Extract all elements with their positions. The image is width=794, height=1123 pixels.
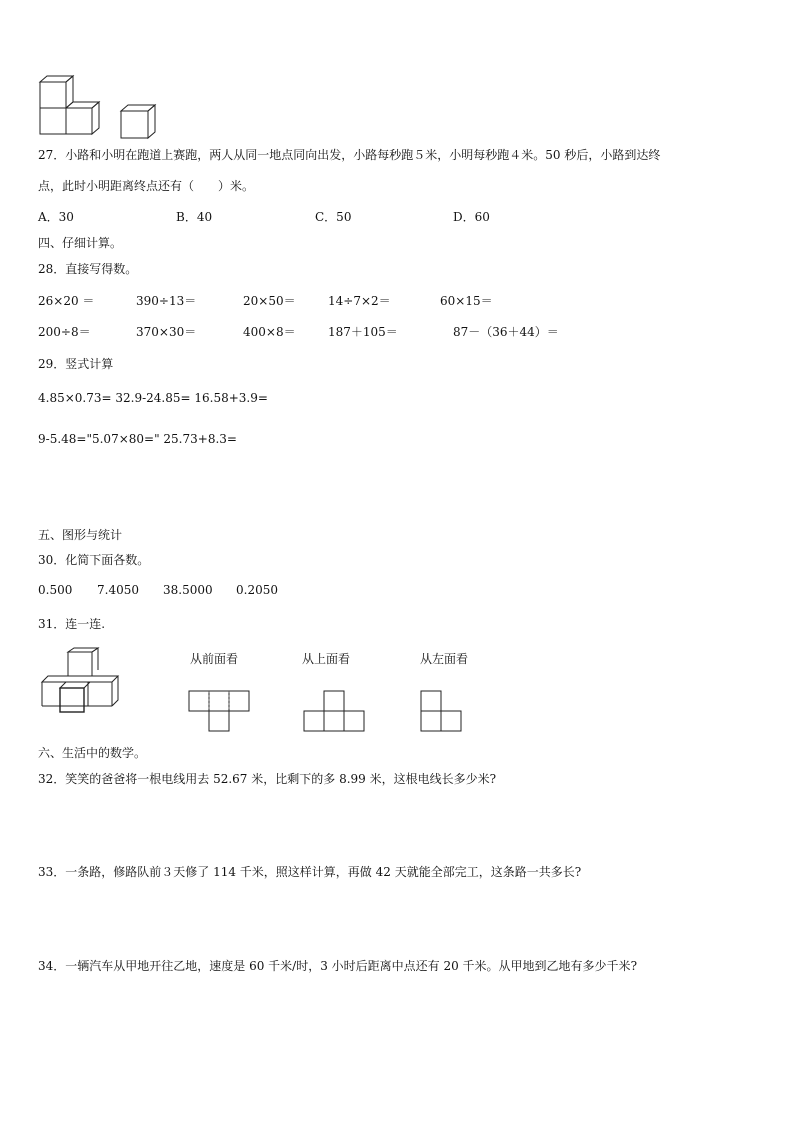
q28-r2-c2: 370×30＝ xyxy=(136,325,197,339)
q31-view-top-label: 从上面看 xyxy=(302,652,351,666)
q31-title: 31．连一连. xyxy=(38,617,106,631)
single-cube-figure xyxy=(120,104,160,140)
q31-top-view-shape xyxy=(303,690,369,736)
q28-r1-c4: 14÷7×2＝ xyxy=(328,294,391,308)
q28-r2-c5: 87－（36＋44）＝ xyxy=(453,325,559,339)
q29-title: 29．竖式计算 xyxy=(38,357,114,371)
q32-text: 32．笑笑的爸爸将一根电线用去 52.67 米，比剩下的多 8.99 米，这根电线长多少米? xyxy=(38,772,497,786)
q34-text: 34．一辆汽车从甲地开往乙地，速度是 60 千米/时，3 小时后距离中点还有 20 千米。从甲地到乙地有多少千米? xyxy=(38,959,637,973)
q27-option-b: B．40 xyxy=(176,210,213,224)
cube-stack-figure xyxy=(38,76,108,138)
q28-r1-c5: 60×15＝ xyxy=(440,294,493,308)
q30-num-3: 38.5000 xyxy=(163,583,213,597)
q27-line2: 点，此时小明距离终点还有（ ）米。 xyxy=(38,179,255,193)
q30-num-1: 0.500 xyxy=(38,583,73,597)
q31-view-front-label: 从前面看 xyxy=(190,652,239,666)
q28-r1-c2: 390÷13＝ xyxy=(136,294,197,308)
q28-r1-c3: 20×50＝ xyxy=(243,294,296,308)
q27-line1: 27．小路和小明在跑道上赛跑，两人从同一地点同向出发，小路每秒跑５米，小明每秒跑４米。50 秒后，小路到达终 xyxy=(38,148,661,162)
section-4-heading: 四、仔细计算。 xyxy=(38,236,123,250)
q27-option-d: D．60 xyxy=(453,210,490,224)
q29-row1: 4.85×0.73= 32.9-24.85= 16.58+3.9= xyxy=(38,391,268,405)
q27-option-c: C．50 xyxy=(315,210,352,224)
q30-num-2: 7.4050 xyxy=(97,583,139,597)
q29-row2: 9-5.48="5.07×80=" 25.73+8.3= xyxy=(38,432,237,446)
section-6-heading: 六、生活中的数学。 xyxy=(38,746,147,760)
q28-r1-c1: 26×20 ＝ xyxy=(38,294,95,308)
q28-r2-c1: 200÷8＝ xyxy=(38,325,91,339)
q30-title: 30．化简下面各数。 xyxy=(38,553,150,567)
q31-view-left-label: 从左面看 xyxy=(420,652,469,666)
q27-option-a: A．30 xyxy=(38,210,74,224)
q31-left-view-shape xyxy=(420,690,466,736)
section-5-heading: 五、图形与统计 xyxy=(38,528,123,542)
q28-r2-c4: 187＋105＝ xyxy=(328,325,398,339)
q33-text: 33．一条路，修路队前３天修了 114 千米，照这样计算，再做 42 天就能全部完工，这条路一共多长? xyxy=(38,865,582,879)
q28-title: 28．直接写得数。 xyxy=(38,262,138,276)
q31-cube-stack-figure xyxy=(42,648,127,716)
q30-num-4: 0.2050 xyxy=(236,583,278,597)
q31-front-view-shape xyxy=(188,690,254,736)
q28-r2-c3: 400×8＝ xyxy=(243,325,296,339)
